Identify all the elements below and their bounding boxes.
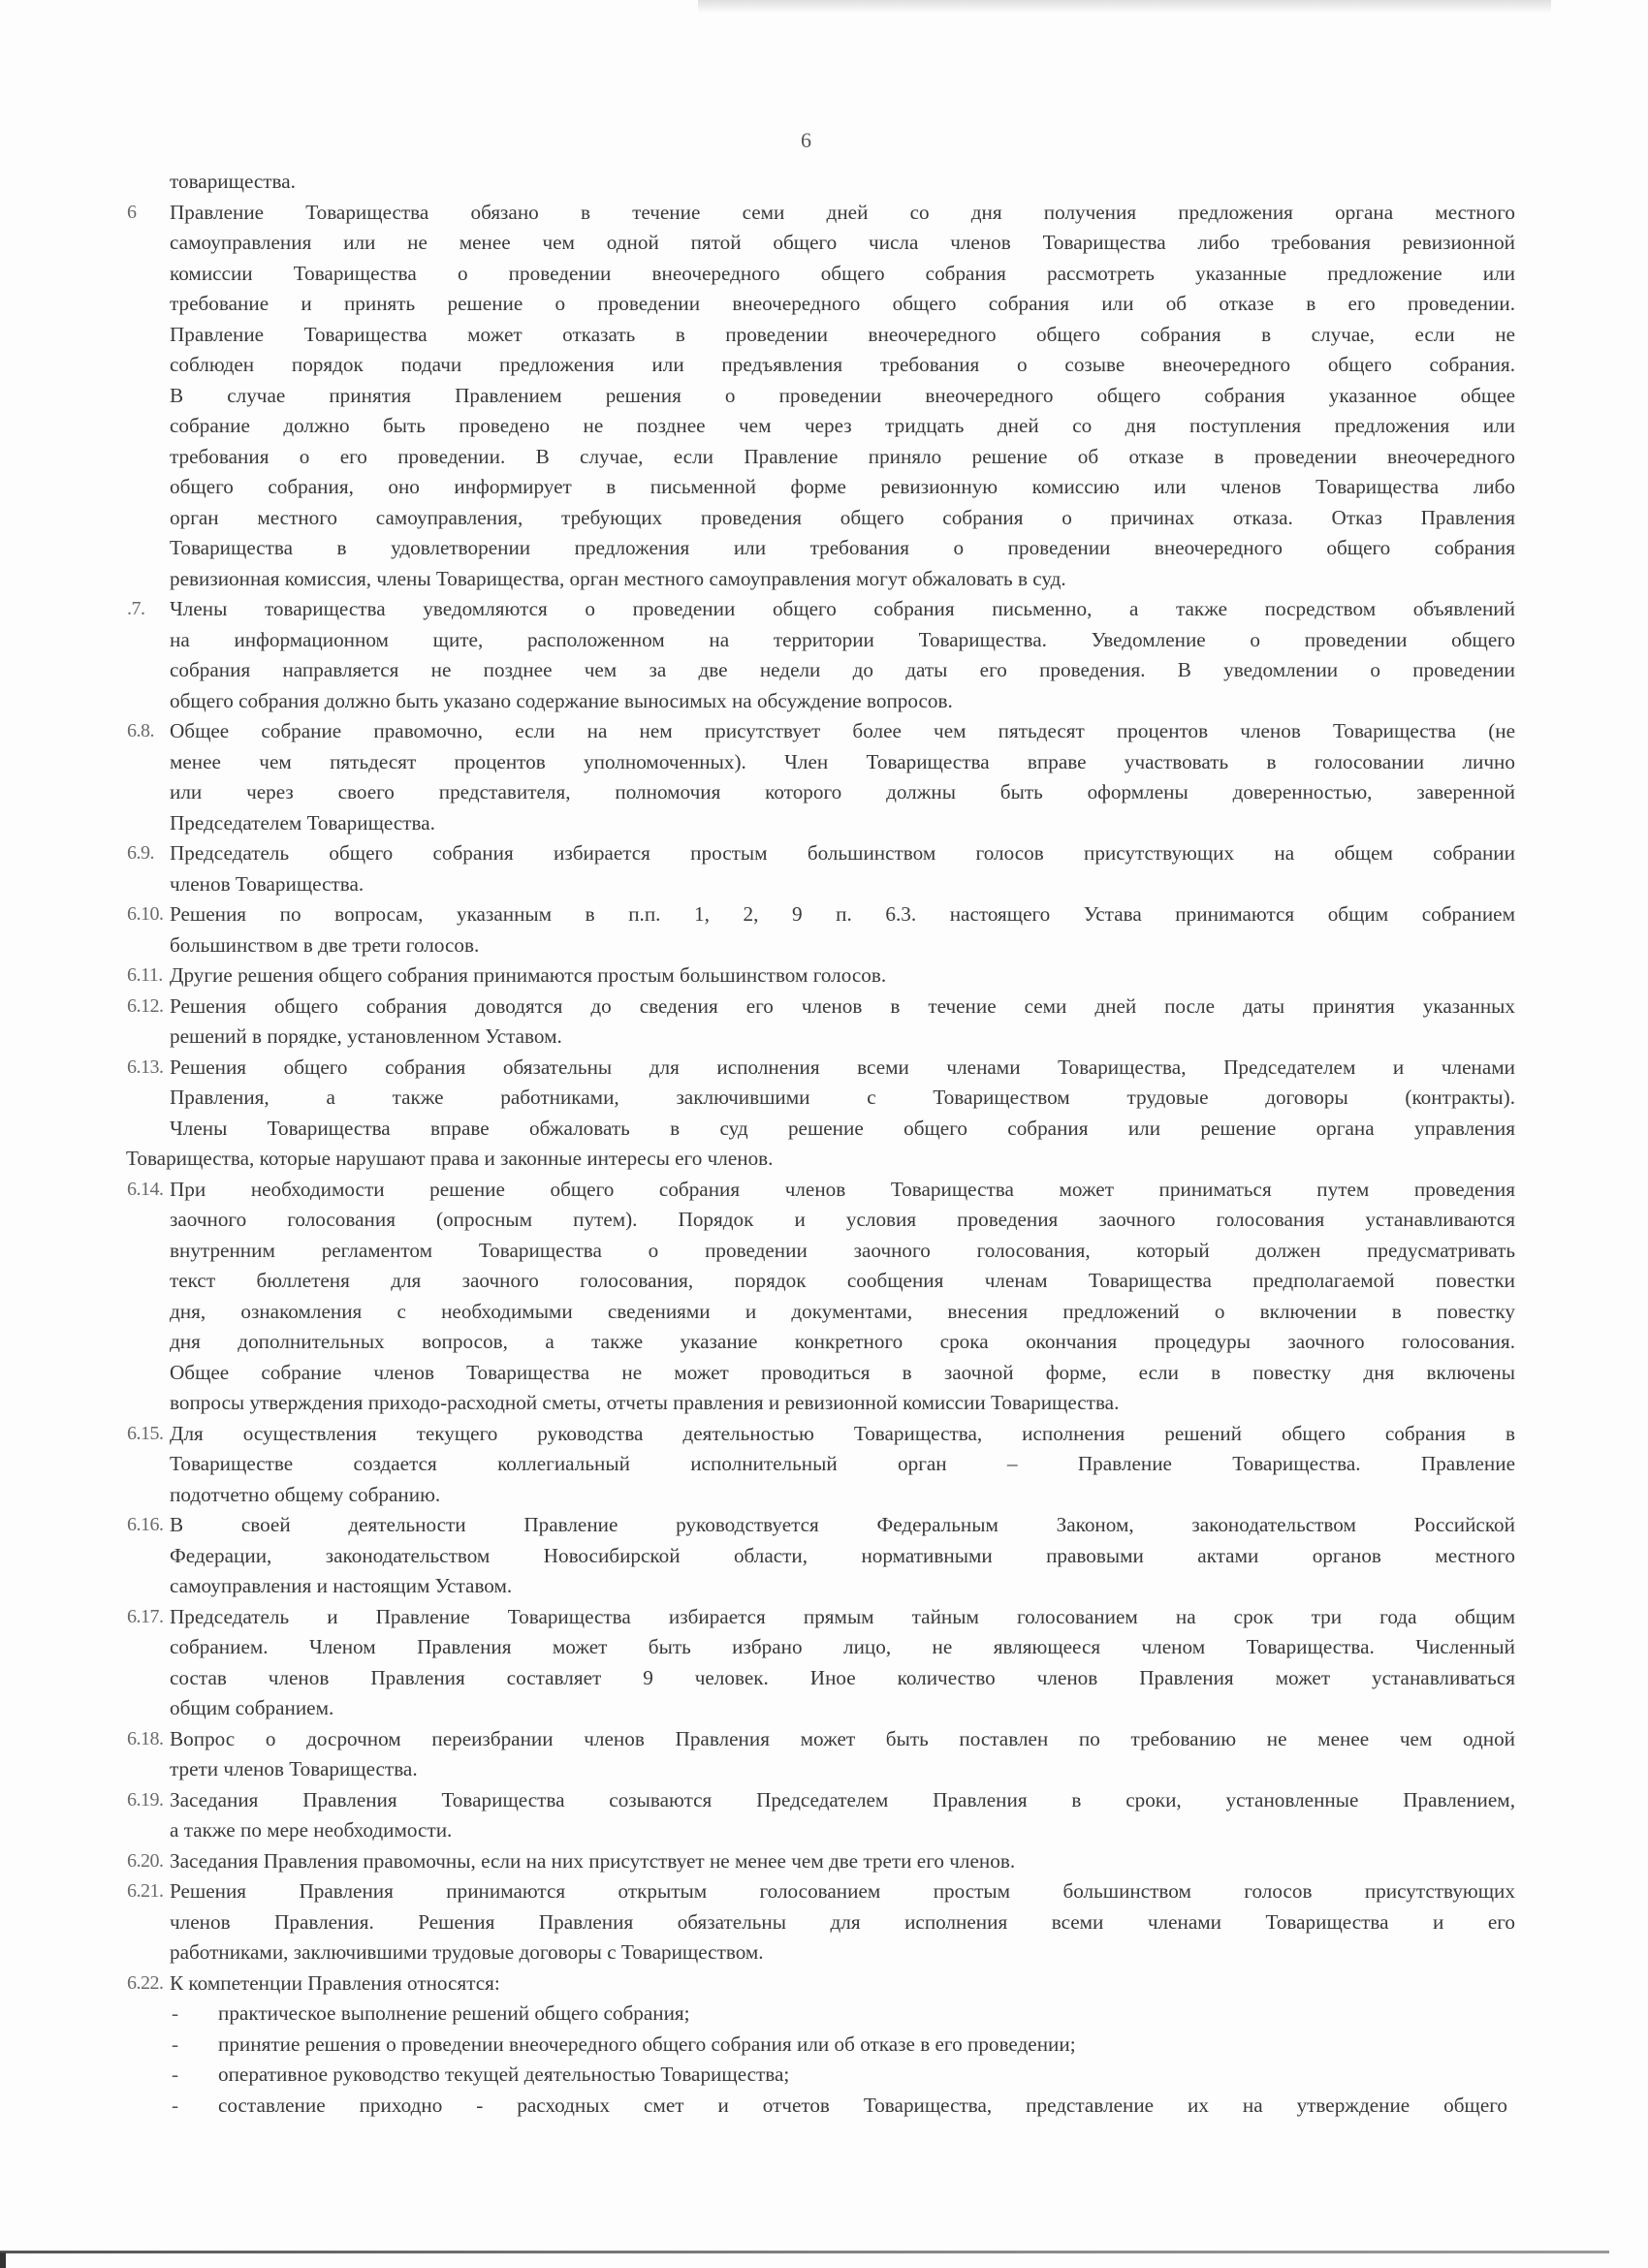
scan-smudge <box>698 0 1551 14</box>
clause <box>0 1969 1648 2000</box>
line-text: членов Правления. Решения Правления обязательны для исполнения всеми членами Товарищества и его <box>170 1909 1515 1934</box>
bullet-dash: - <box>172 2032 179 2056</box>
list-item-text: практическое выполнение решений общего собрания; <box>218 2001 690 2025</box>
clause <box>0 838 1648 899</box>
line-text: Решения общего собрания обязательны для исполнения всеми членами Товарищества, Председателем и членами <box>170 1055 1515 1079</box>
line-text: а также по мере необходимости. <box>170 1818 453 1842</box>
text-line <box>170 747 1515 778</box>
carryover-text <box>0 167 1648 198</box>
line-text: общего собрания должно быть указано содержание выносимых на обсуждение вопросов. <box>170 688 953 712</box>
clause-number: 6 <box>127 201 137 223</box>
text-line <box>170 686 1515 717</box>
line-text: общим собранием. <box>170 1696 334 1719</box>
clause-number: 6.14. <box>127 1178 164 1200</box>
text-line <box>170 320 1515 351</box>
line-text: Решения по вопросам, указанным в п.п. 1, 2, 9 п. 6.3. настоящего Устава принимаются общим собранием <box>170 902 1515 926</box>
text-line <box>170 1205 1515 1236</box>
line-text: менее чем пятьдесят процентов уполномоченных). Член Товарищества вправе участвовать в голосовании лично <box>170 749 1515 773</box>
clause-number: 6.18. <box>127 1727 164 1749</box>
list-item-text: составление приходно - расходных смет и отчетов Товарищества, представление их на утверждение общего <box>218 2093 1507 2117</box>
clause <box>0 1785 1648 1846</box>
clause-number: 6.20. <box>127 1849 164 1872</box>
text-line <box>170 564 1515 595</box>
text-line <box>127 992 1515 1023</box>
line-text: собранием. Членом Правления может быть избрано лицо, не являющееся членом Товарищества. Численный <box>170 1635 1515 1658</box>
line-text: на информационном щите, расположенном на территории Товарищества. Уведомление о проведении общего <box>170 627 1515 651</box>
line-text: Члены товарищества уведомляются о проведении общего собрания письменно, а также посредством объявлений <box>170 597 1515 620</box>
line-text: Правления, а также работниками, заключившими с Товариществом трудовые договоры (контракты). <box>170 1086 1515 1109</box>
clause <box>0 1876 1648 1969</box>
text-line <box>170 1266 1515 1297</box>
text-line <box>127 1724 1515 1755</box>
text-line <box>170 1571 1515 1602</box>
line-text: Федерации, законодательством Новосибирской области, нормативными правовыми актами органов местного <box>170 1543 1515 1567</box>
text-line <box>127 594 1515 625</box>
line-text: самоуправления и настоящим Уставом. <box>170 1574 513 1597</box>
text-line <box>170 869 1515 900</box>
line-text: общего собрания, оно информирует в письменной форме ревизионную комиссию или членов Товарищества либо <box>170 475 1515 498</box>
list-item-text: оперативное руководство текущей деятельностью Товарищества; <box>218 2063 790 2086</box>
text-line <box>127 899 1515 930</box>
text-line <box>170 777 1515 808</box>
clause-number: 6.16. <box>127 1514 164 1535</box>
text-line <box>170 503 1515 534</box>
scan-edge <box>0 2252 6 2268</box>
line-text: состав членов Правления составляет 9 человек. Иное количество членов Правления может устанавливаться <box>170 1665 1515 1689</box>
line-text: ревизионная комиссия, члены Товарищества, орган местного самоуправления могут обжаловать в суд. <box>170 566 1066 590</box>
list-item <box>172 2030 1507 2061</box>
bullet-dash: - <box>172 2063 179 2086</box>
clause-number: 6.12. <box>127 994 164 1017</box>
clause-number: 6.15. <box>127 1422 164 1444</box>
text-line <box>127 1785 1515 1816</box>
line-text: Для осуществления текущего руководства деятельностью Товарищества, исполнения решений общего собрания в <box>170 1421 1515 1445</box>
clause-number: 6.10. <box>127 903 164 925</box>
text-line <box>127 716 1515 747</box>
text-line <box>170 1663 1515 1694</box>
clause <box>0 899 1648 961</box>
line-text: или через своего представителя, полномочия которого должны быть оформлены доверенностью, заверенной <box>170 780 1515 803</box>
line-text: текст бюллетеня для заочного голосования, порядок сообщения членам Товарищества предполагаемой повестки <box>170 1269 1515 1292</box>
page-number: 6 <box>801 128 811 152</box>
text-line <box>170 1632 1515 1663</box>
text-line <box>127 1602 1515 1633</box>
clause-number: 6.8. <box>127 720 154 741</box>
text-line <box>170 1358 1515 1389</box>
text-line <box>170 1754 1515 1785</box>
text-line <box>170 1236 1515 1267</box>
text-line <box>127 1876 1515 1907</box>
line-text: Правление Товарищества обязано в течение семи дней со дня получения предложения органа местного <box>170 200 1515 224</box>
clause <box>0 1724 1648 1785</box>
text-line <box>170 1022 1515 1053</box>
text-line <box>170 1083 1515 1114</box>
line-text: соблюден порядок подачи предложения или предъявления требования о созыве внеочередного общего собрания. <box>170 353 1515 376</box>
text-line <box>170 1815 1515 1846</box>
line-text: В своей деятельности Правление руководствуется Федеральным Законом, законодательством Российской <box>170 1513 1515 1536</box>
text-line <box>170 930 1515 961</box>
text-line <box>170 411 1515 442</box>
line-text: требования о его проведении. В случае, если Правление приняло решение об отказе в проведении внеочередного <box>170 444 1515 468</box>
text-line <box>170 1297 1515 1328</box>
clause <box>0 1175 1648 1419</box>
line-text: Общее собрание членов Товарищества не может проводиться в заочной форме, если в повестку дня включены <box>170 1360 1515 1384</box>
text-line <box>170 289 1515 320</box>
line-text: Товарищества, которые нарушают права и законные интересы его членов. <box>126 1147 774 1170</box>
text-line <box>170 259 1515 290</box>
text-line <box>170 655 1515 686</box>
line-text: При необходимости решение общего собрания членов Товарищества может приниматься путем проведения <box>170 1177 1515 1201</box>
clause <box>0 992 1648 1053</box>
line-text: вопросы утверждения приходо-расходной сметы, отчеты правления и ревизионной комиссии Товарищества. <box>170 1391 1120 1414</box>
line-text: Председатель общего собрания избирается простым большинством голосов присутствующих на общем собрании <box>170 841 1515 865</box>
text-line <box>170 167 1515 198</box>
clause-number: 6.11. <box>127 964 163 986</box>
line-text: Председатель и Правление Товарищества избирается прямым тайным голосованием на срок три года общим <box>170 1604 1515 1628</box>
clause-number: 6.19. <box>127 1788 164 1811</box>
text-line <box>170 1541 1515 1572</box>
bullet-dash: - <box>172 2001 179 2025</box>
clause-number: 6.9. <box>127 842 154 864</box>
text-line <box>170 1480 1515 1511</box>
text-line <box>127 1846 1515 1877</box>
line-text: Товарищества в удовлетворении предложения или требования о проведении внеочередного общего собрания <box>170 536 1515 559</box>
line-text: В случае принятия Правлением решения о проведении внеочередного общего собрания указанное общее <box>170 383 1515 407</box>
line-text: членов Товарищества. <box>170 871 364 896</box>
clause <box>0 1053 1648 1175</box>
line-text: собрания направляется не позднее чем за две недели до даты его проведения. В уведомлении о проведении <box>170 658 1515 681</box>
bullet-dash: - <box>172 2093 179 2117</box>
text-line <box>170 533 1515 564</box>
clause-number: 6.13. <box>127 1055 164 1078</box>
line-text: Общее собрание правомочно, если на нем присутствует более чем пятьдесят процентов членов Товарищества (не <box>170 719 1515 742</box>
list-item <box>172 2091 1507 2122</box>
line-text: подотчетно общему собранию. <box>170 1482 441 1506</box>
text-line <box>170 625 1515 656</box>
list-item-text: принятие решения о проведении внеочередного общего собрания или об отказе в его проведении; <box>218 2032 1076 2056</box>
line-text: Решения общего собрания доводятся до сведения его членов в течение семи дней после даты принятия указанных <box>170 993 1515 1018</box>
text-line <box>170 228 1515 259</box>
text-line <box>170 1388 1515 1419</box>
line-text: Председателем Товарищества. <box>170 810 435 835</box>
text-line <box>127 838 1515 869</box>
clause <box>0 1846 1648 1877</box>
line-text: Заседания Правления Товарищества созываются Председателем Правления в сроки, установленные Правлением, <box>170 1787 1515 1811</box>
clause-number: .7. <box>127 598 145 619</box>
text-line <box>170 350 1515 381</box>
line-text: Вопрос о досрочном переизбрании членов Правления может быть поставлен по требованию не менее чем одной <box>170 1726 1515 1750</box>
clause <box>0 1602 1648 1724</box>
line-text: трети членов Товарищества. <box>170 1757 418 1780</box>
text-line <box>170 472 1515 503</box>
text-line <box>170 1327 1515 1358</box>
line-text: Решения Правления принимаются открытым голосованием простым большинством голосов присутствующих <box>170 1879 1515 1903</box>
line-text: орган местного самоуправления, требующих проведения общего собрания о причинах отказа. Отказ Правления <box>170 505 1515 529</box>
text-line <box>127 1510 1515 1541</box>
clause-number: 6.21. <box>127 1880 164 1902</box>
line-text: комиссии Товарищества о проведении внеочередного общего собрания рассмотреть указанные предложение или <box>170 261 1515 285</box>
list-item <box>172 2060 1507 2091</box>
text-line <box>170 1937 1515 1969</box>
line-text: работниками, заключившими трудовые договоры с Товариществом. <box>170 1940 764 1964</box>
clause <box>0 961 1648 992</box>
line-text: Заседания Правления правомочны, если на них присутствует не менее чем две трети его членов. <box>170 1848 1016 1873</box>
line-text: дня дополнительных вопросов, а также указание конкретного срока окончания процедуры заочного голосования. <box>170 1330 1515 1353</box>
clause <box>0 1419 1648 1511</box>
line-text: К компетенции Правления относятся: <box>170 1970 500 1995</box>
text-line <box>127 1969 1515 2000</box>
line-text: Другие решения общего собрания принимаются простым большинством голосов. <box>170 963 887 987</box>
text-line <box>170 1114 1515 1145</box>
text-line <box>170 1907 1515 1938</box>
clause <box>0 594 1648 716</box>
text-line <box>127 1419 1515 1450</box>
list-item <box>172 1999 1507 2030</box>
bottom-rule <box>0 2251 1609 2253</box>
line-text: Товариществе создается коллегиальный исполнительный орган – Правление Товарищества. Правление <box>170 1452 1515 1475</box>
line-text: заочного голосования (опросным путем). Порядок и условия проведения заочного голосования устанавливаются <box>170 1208 1515 1231</box>
line-text: самоуправления или не менее чем одной пятой общего числа членов Товарищества либо требования ревизионной <box>170 231 1515 254</box>
text-line <box>170 1693 1515 1724</box>
text-line <box>170 381 1515 412</box>
clause <box>0 716 1648 838</box>
line-text: Правление Товарищества может отказать в проведении внеочередного общего собрания в случае, если не <box>170 322 1515 346</box>
clause <box>0 1510 1648 1602</box>
line-text: внутренним регламентом Товарищества о проведении заочного голосования, который должен предусматривать <box>170 1238 1515 1262</box>
line-text: собрание должно быть проведено не позднее чем через тридцать дней со дня поступления предложения или <box>170 414 1515 437</box>
text-line <box>170 808 1515 839</box>
text-line <box>127 198 1515 229</box>
clause-number: 6.17. <box>127 1605 164 1627</box>
clause-number: 6.22. <box>127 1971 164 1994</box>
text-line <box>170 442 1515 473</box>
text-line <box>127 1175 1515 1206</box>
line-text: товарищества. <box>170 170 296 193</box>
line-text: требование и принять решение о проведении внеочередного общего собрания или об отказе в его проведении. <box>170 292 1515 315</box>
text-line <box>127 1053 1515 1084</box>
competence-list <box>0 1999 1648 2121</box>
text-line <box>127 961 1515 992</box>
clause <box>0 198 1648 595</box>
line-text: большинством в две трети голосов. <box>170 932 480 957</box>
line-text: решений в порядке, установленном Уставом. <box>170 1024 562 1048</box>
line-text: Члены Товарищества вправе обжаловать в суд решение общего собрания или решение органа управления <box>170 1116 1515 1140</box>
text-line <box>126 1144 1515 1175</box>
document-body <box>0 167 1648 2121</box>
line-text: дня, ознакомления с необходимыми сведениями и документами, внесения предложений о включении в повестку <box>170 1299 1515 1323</box>
text-line <box>170 1449 1515 1480</box>
